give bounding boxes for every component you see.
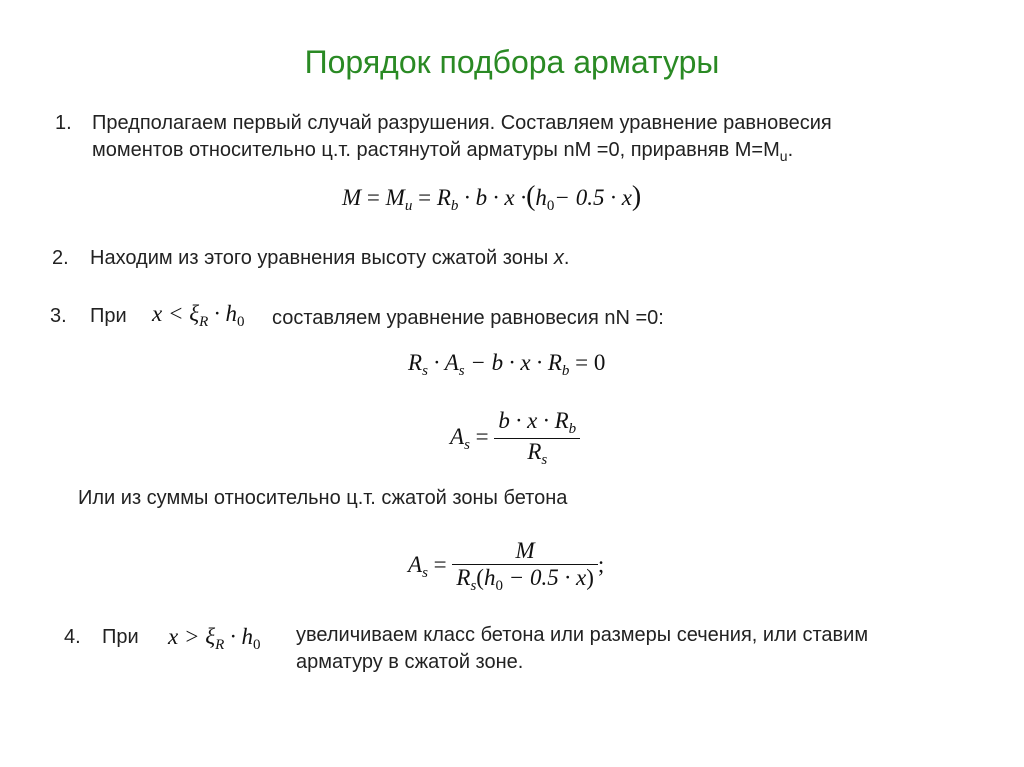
step4-line1: увеличиваем класс бетона или размеры сечения, или ставим — [296, 624, 869, 646]
step2-text: Находим из этого уравнения высоту сжатой зоны x. — [90, 247, 570, 269]
fraction: $\frac{b \cdot x \cdot R_b}{R_s}$ — [494, 408, 580, 469]
step1-line2: моментов относительно ц.т. растянутой арматуры nM =0, приравняв $M=M_u$. — [92, 139, 794, 164]
step3-when: При — [90, 305, 127, 327]
fraction: $\frac{M}{R_s(h_0 - 0.5 \cdot x)}$ — [452, 538, 597, 595]
step2-number: 2. — [52, 247, 69, 269]
step1-number: 1. — [55, 112, 72, 134]
alternative-text: Или из суммы относительно ц.т. сжатой зоны бетона — [78, 487, 568, 509]
step4-line2: арматуру в сжатой зоне. — [296, 651, 524, 673]
step4-when: При — [102, 626, 139, 648]
step1-line1: Предполагаем первый случай разрушения. Составляем уравнение равновесия — [92, 112, 832, 134]
step3-text: составляем уравнение равновесия nN =0: — [272, 307, 664, 329]
moment-equation: $M = M_u = R_b \cdot b \cdot x \cdot(h_0- 0.5 \cdot x)$ — [342, 181, 642, 214]
step4-condition: $x > \xi_R \cdot h_0$ — [168, 624, 261, 653]
step3-condition: $x < \xi_R \cdot h_0$ — [152, 301, 245, 330]
equilibrium-equation: $R_s \cdot A_s - b \cdot x \cdot R_b = 0$ — [408, 350, 606, 379]
as-formula-1: $A_s$ = $\frac{b \cdot x \cdot R_b}{R_s}$ — [450, 408, 580, 469]
step4-number: 4. — [64, 626, 81, 648]
slide-title: Порядок подбора арматуры — [304, 44, 720, 80]
as-formula-2: $A_s$ = $\frac{M}{R_s(h_0 - 0.5 \cdot x)}$ ; — [408, 538, 605, 594]
step3-number: 3. — [50, 305, 67, 327]
